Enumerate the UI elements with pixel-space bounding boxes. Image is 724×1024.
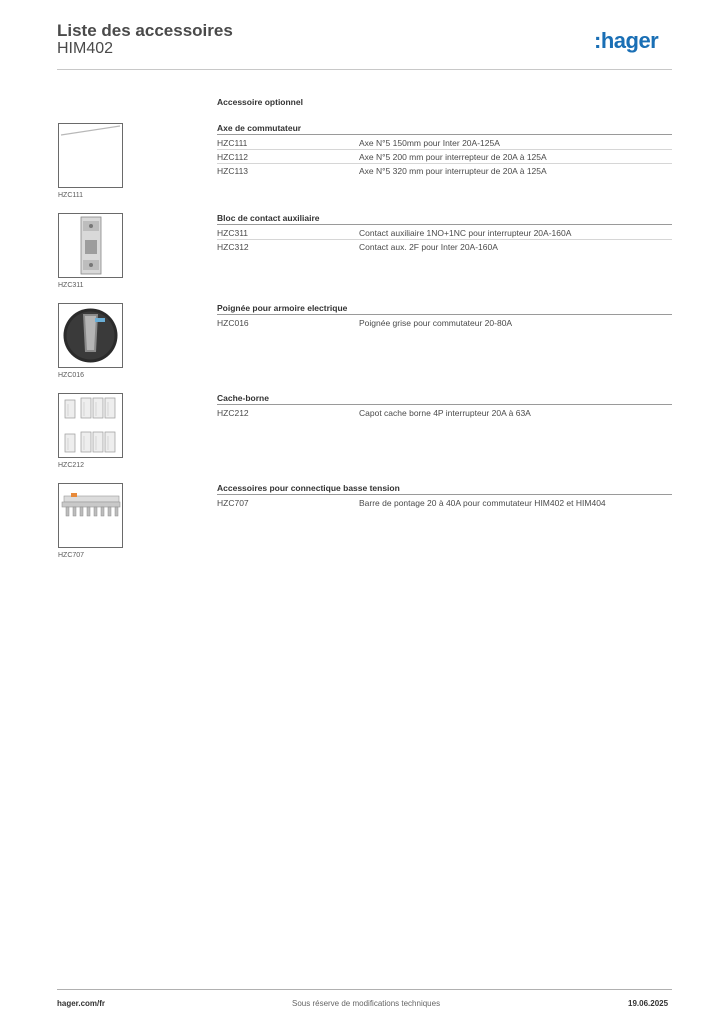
table-cell-ref: HZC113 (217, 166, 249, 176)
table-cell-desc: Contact auxiliaire 1NO+1NC pour interrupteur 20A-160A (359, 228, 572, 238)
table-cell-desc: Poignée grise pour commutateur 20-80A (359, 318, 513, 328)
table-cell-ref: HZC707 (217, 498, 249, 508)
table-cell-ref: HZC111 (217, 138, 248, 148)
row-divider (217, 149, 672, 150)
row-divider (217, 163, 672, 164)
table-cell-desc: Contact aux. 2F pour Inter 20A-160A (359, 242, 498, 252)
table-cell-ref: HZC212 (217, 408, 249, 418)
table-cell-ref: HZC312 (217, 242, 249, 252)
table-cell-ref: HZC016 (217, 318, 249, 328)
group-divider (217, 224, 672, 225)
group-divider (217, 134, 672, 135)
image-caption: HZC311 (58, 282, 84, 289)
table-cell-desc: Capot cache borne 4P interrupteur 20A à 63A (359, 408, 531, 418)
footer-disclaimer: Sous réserve de modifications techniques (292, 999, 441, 1008)
group-divider (217, 404, 672, 405)
table-cell-ref: HZC112 (217, 152, 249, 162)
header-divider (57, 69, 672, 70)
footer-divider (57, 989, 672, 990)
group-title: Cache-borne (217, 393, 269, 403)
image-caption: HZC212 (58, 462, 85, 469)
shaft-rod-image (58, 123, 123, 188)
footer-date: 19.06.2025 (628, 999, 669, 1008)
image-caption: HZC111 (58, 192, 84, 199)
terminal-cover-image (58, 393, 123, 458)
footer-website: hager.com/fr (57, 999, 106, 1008)
image-caption: HZC707 (58, 552, 85, 559)
table-cell-desc: Axe N°5 320 mm pour interrupteur de 20A à 125A (359, 166, 547, 176)
section-heading: Accessoire optionnel (217, 97, 303, 107)
row-divider (217, 239, 672, 240)
page-title: Liste des accessoires (57, 21, 233, 40)
handle-image (58, 303, 123, 368)
hager-logo: :hager (594, 28, 659, 53)
product-reference: HIM402 (57, 40, 114, 57)
group-title: Accessoires pour connectique basse tension (217, 483, 400, 493)
group-divider (217, 314, 672, 315)
table-cell-desc: Barre de pontage 20 à 40A pour commutateur HIM402 et HIM404 (359, 498, 606, 508)
group-title: Bloc de contact auxiliaire (217, 213, 320, 223)
group-title: Poignée pour armoire electrique (217, 303, 348, 313)
table-cell-desc: Axe N°5 200 mm pour interrepteur de 20A à 125A (359, 152, 547, 162)
auxiliary-contact-image (58, 213, 123, 278)
image-caption: HZC016 (58, 372, 85, 379)
table-cell-desc: Axe N°5 150mm pour Inter 20A-125A (359, 138, 500, 148)
table-cell-ref: HZC311 (217, 228, 249, 238)
group-divider (217, 494, 672, 495)
busbar-image (58, 483, 123, 548)
group-title: Axe de commutateur (217, 123, 302, 133)
